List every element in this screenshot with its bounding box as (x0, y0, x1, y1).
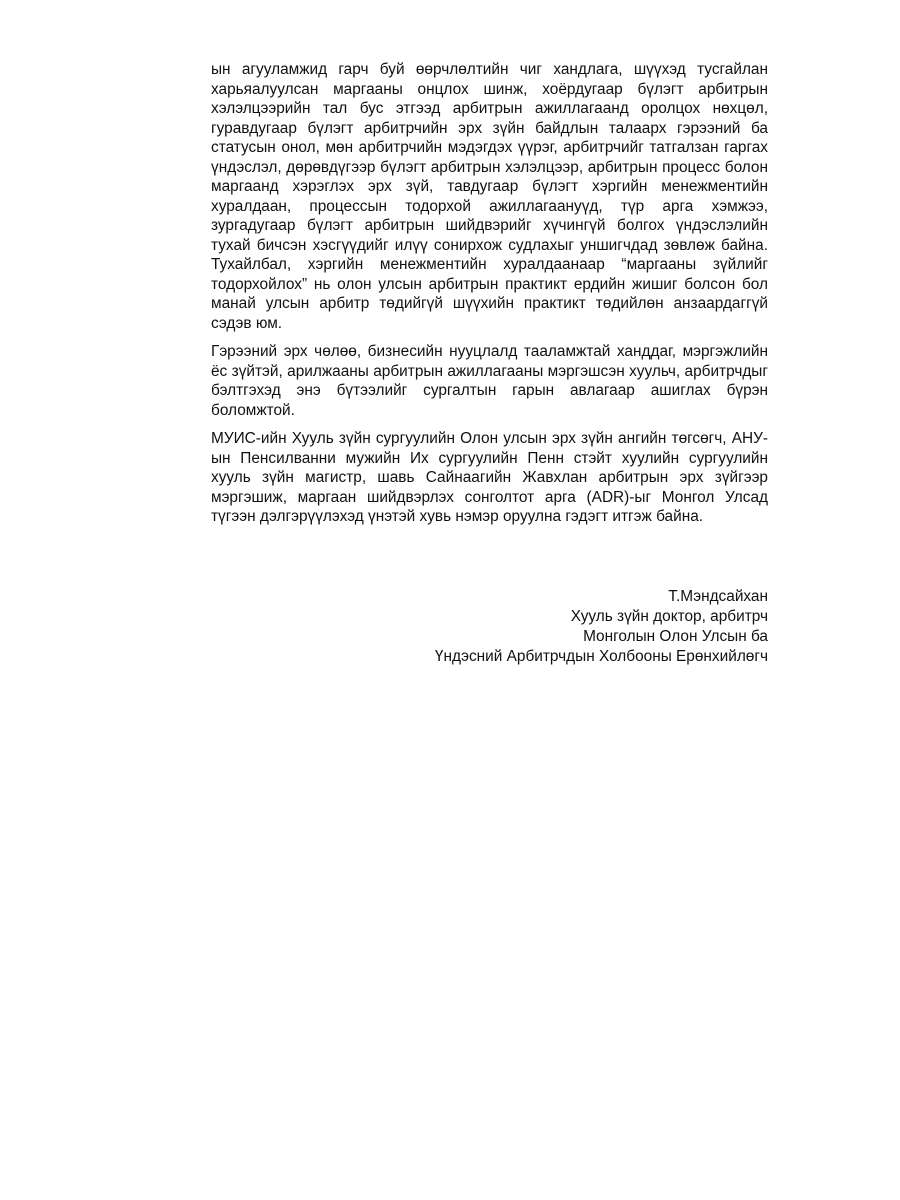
paragraph-3: МУИС-ийн Хууль зүйн сургуулийн Олон улсын эрх зүйн ангийн төгсөгч, АНУ-ын Пенсилванни мужийн Их сургуулийн Пенн стэйт хуулийн сургуулийн хууль зүйн магистр, шавь Сайнаагийн Жавхлан арбитрын эрх зүйгээр мэргэшиж, маргаан шийдвэрлэх сонголтот арга (ADR)-ыг Монгол Улсад түгээн дэлгэрүүлэхэд үнэтэй хувь нэмэр оруулна гэдэгт итгэж байна. (211, 430, 768, 525)
document-body (211, 60, 768, 536)
signature-block (211, 587, 768, 667)
paragraph-2: Гэрээний эрх чөлөө, бизнесийн нууцлалд тааламжтай ханддаг, мэргэжлийн ёс зүйтэй, арилжааны арбитрын ажиллагааны мэргэшсэн хуульч, арбитрчдыг бэлтгэхэд энэ бүтээлийг сургалтын гарын авлагаар ашиглах бүрэн боломжтой. (211, 343, 768, 419)
signature-title-line-1: Хууль зүйн доктор, арбитрч (570, 608, 768, 625)
signature-title-line-2: Монголын Олон Улсын ба (583, 628, 768, 645)
paragraph-1: ын агууламжид гарч буй өөрчлөлтийн чиг хандлага, шүүхэд тусгайлан харьяалуулсан маргааны онцлох шинж, хоёрдугаар бүлэгт арбитрын хэлэлцээрийн тал бус этгээд арбитрын ажиллагаанд оролцох нөхцөл, гуравдугаар бүлэгт арбитрчийн эрх зүйн байдлын талаарх гэрээний ба статусын онол, мөн арбитрчийн мэдэгдэх үүрэг, арбитрчийг татгалзан гаргах үндэслэл, дөрөвдүгээр бүлэгт арбитрын хэлэлцээр, арбитрын процесс болон маргаанд хэрэглэх эрх зүй, тавдугаар бүлэгт хэргийн менежментийн хуралдаан, процессын тодорхой ажиллагаануүд, түр арга хэмжээ, зургадугаар бүлэгт арбитрын шийдвэрийг хүчингүй болгох үндэслэлийн тухай бичсэн хэсгүүдийг илүү сонирхож судлахыг уншигчдад зөвлөж байна. Тухайлбал, хэргийн менежментийн хуралдаанаар “маргааны зүйлийг тодорхойлох” нь олон улсын арбитрын практикт ердийн жишиг болсон бол манай улсын арбитр төдийгүй шүүхийн практикт төдийлөн анзаардаггүй сэдэв юм. (211, 61, 768, 332)
signature-name: Т.Мэндсайхан (668, 588, 768, 605)
signature-title-line-3: Үндэсний Арбитрчдын Холбооны Ерөнхийлөгч (434, 648, 768, 665)
